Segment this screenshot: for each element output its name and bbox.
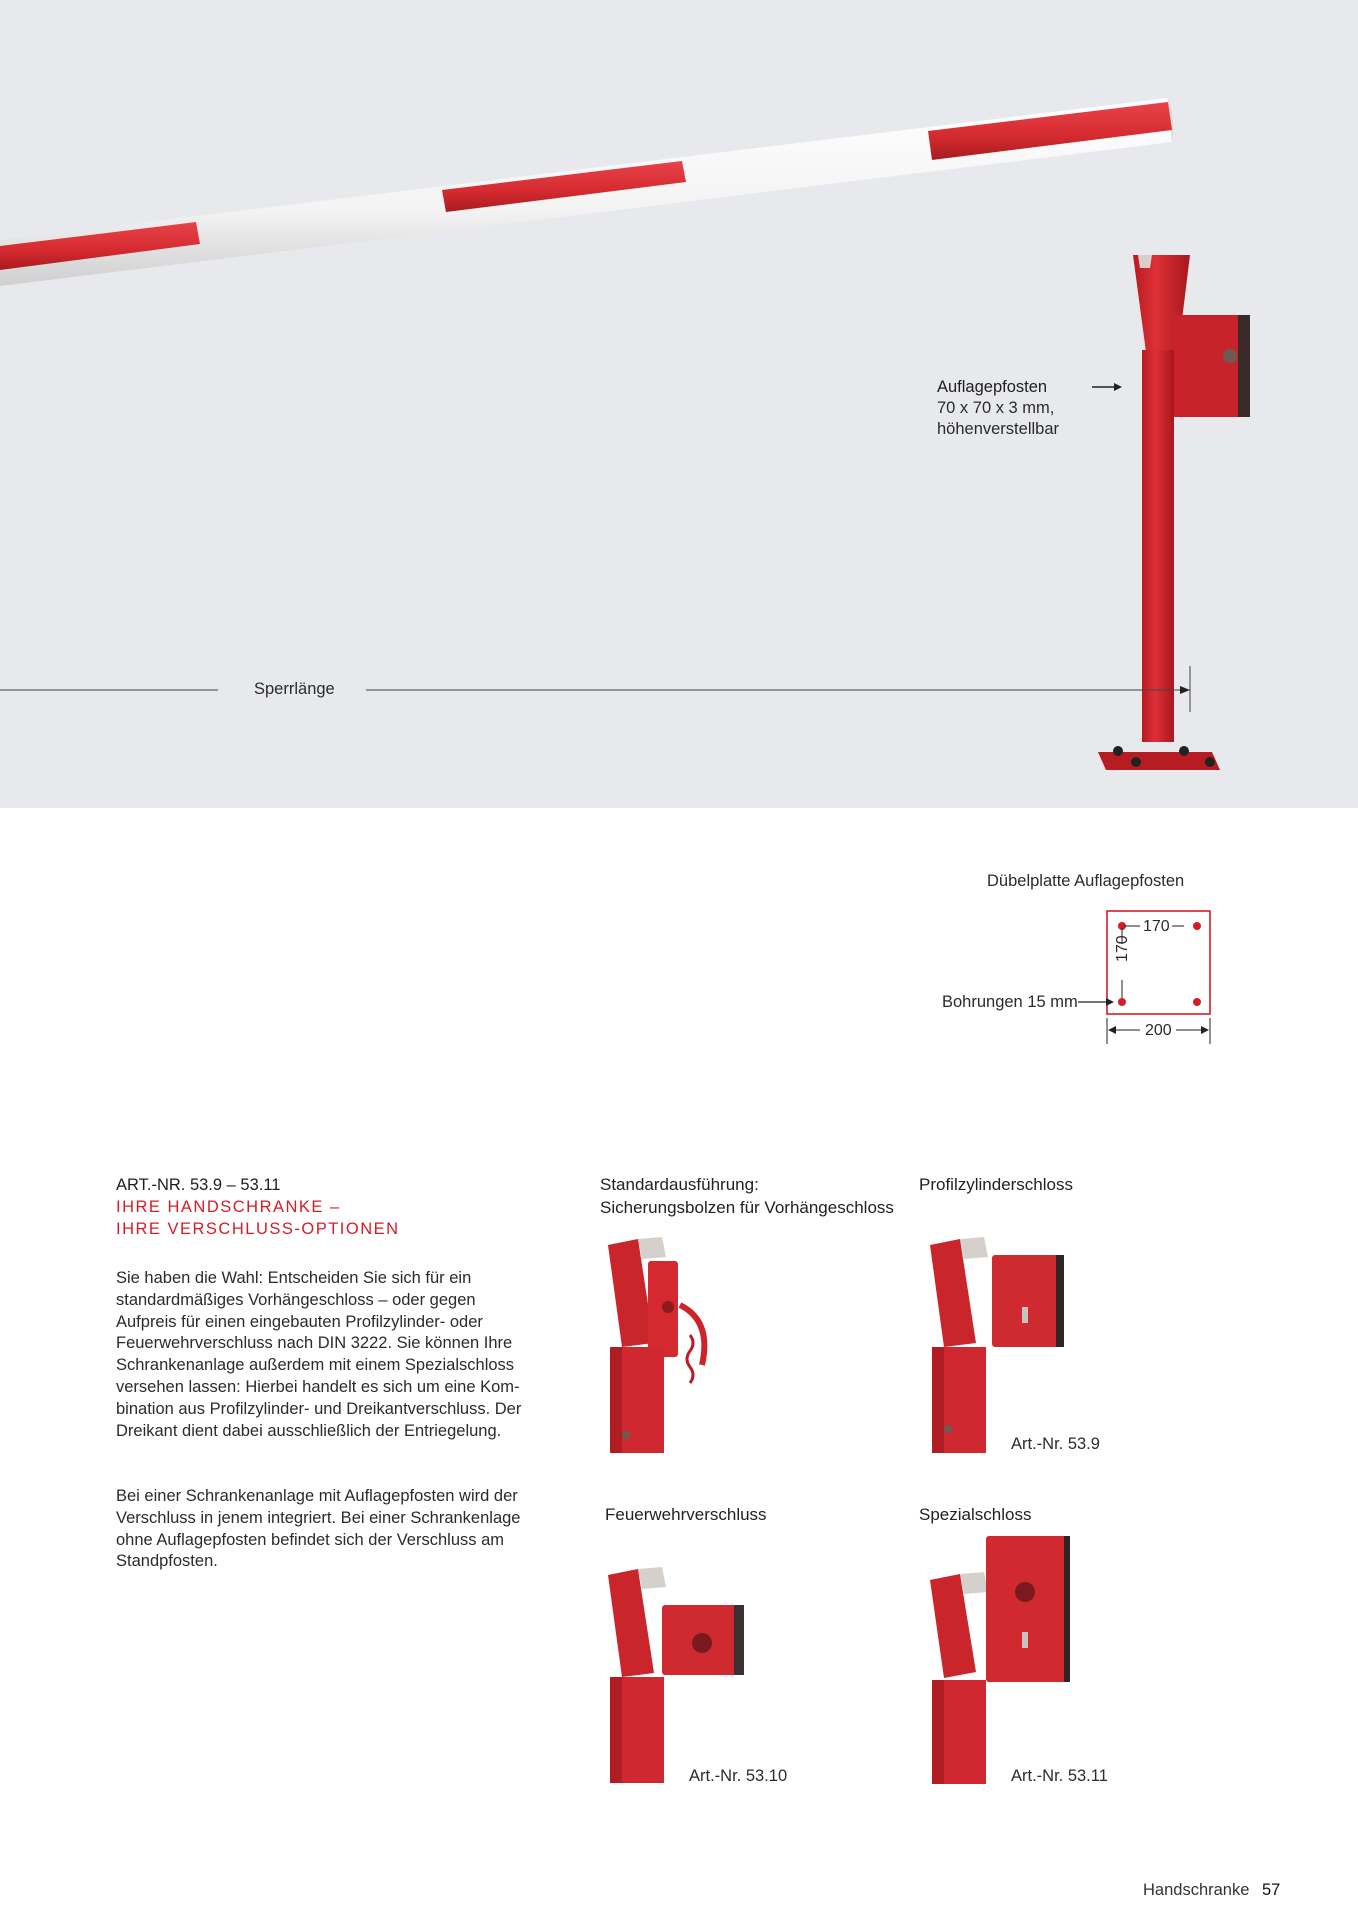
hero-image bbox=[0, 0, 1358, 808]
post-adjust: höhenverstellbar bbox=[937, 420, 1059, 438]
length-label: Sperrlänge bbox=[254, 680, 335, 698]
option-standard-title-2: Sicherungsbolzen für Vorhängeschloss bbox=[600, 1198, 894, 1217]
product-image-profile bbox=[926, 1225, 1086, 1455]
plate-dim-side: 170 bbox=[1114, 935, 1131, 962]
hole-bl bbox=[1118, 998, 1126, 1006]
art-number-special: Art.-Nr. 53.11 bbox=[1011, 1767, 1108, 1785]
product-image-firefighter bbox=[604, 1555, 764, 1785]
art-number-firefighter: Art.-Nr. 53.10 bbox=[689, 1767, 788, 1785]
paragraph-line: Dreikant dient dabei ausschließlich der Entriegelung. bbox=[116, 1421, 502, 1440]
hole-tr bbox=[1193, 922, 1201, 930]
article-paragraph-2 bbox=[116, 1486, 536, 1573]
option-special-title: Spezialschloss bbox=[919, 1505, 1032, 1524]
footer-section: Handschranke bbox=[1143, 1881, 1250, 1899]
page-number: 57 bbox=[1262, 1881, 1281, 1899]
option-standard-title-1: Standardausführung: bbox=[600, 1175, 759, 1194]
paragraph-line: Verschluss in jenem integriert. Bei einer Schrankenlage bbox=[116, 1508, 521, 1527]
article-paragraph-1 bbox=[116, 1268, 536, 1442]
plate-title: Dübelplatte Auflagepfosten bbox=[987, 872, 1185, 890]
plate-dim-bottom: 200 bbox=[1145, 1022, 1172, 1039]
paragraph-line: ohne Auflagepfosten befindet sich der Verschluss am bbox=[116, 1530, 504, 1549]
paragraph-line: Bei einer Schrankenanlage mit Auflagepfosten wird der bbox=[116, 1487, 518, 1505]
hole-br bbox=[1193, 998, 1201, 1006]
art-number-profile: Art.-Nr. 53.9 bbox=[1011, 1435, 1100, 1453]
paragraph-line: versehen lassen: Hierbei handelt es sich um eine Kom- bbox=[116, 1377, 520, 1396]
article-number: ART.-NR. 53.9 – 53.11 bbox=[116, 1176, 281, 1194]
paragraph-line: Sie haben die Wahl: Entscheiden Sie sich für ein bbox=[116, 1269, 472, 1287]
product-image-standard bbox=[604, 1225, 744, 1455]
paragraph-line: Standpfosten. bbox=[116, 1552, 218, 1571]
hole-tl bbox=[1118, 922, 1126, 930]
product-image-special bbox=[926, 1532, 1086, 1762]
paragraph-line: Schrankenanlage außerdem mit einem Spezialschloss bbox=[116, 1356, 515, 1375]
article-heading-1: IHRE HANDSCHRANKE – bbox=[116, 1198, 341, 1216]
holes-label: Bohrungen 15 mm bbox=[942, 993, 1078, 1011]
paragraph-line: standardmäßiges Vorhängeschloss – oder gegen bbox=[116, 1290, 476, 1309]
post-label: Auflagepfosten bbox=[937, 378, 1048, 396]
post-spec: 70 x 70 x 3 mm, bbox=[937, 399, 1055, 417]
paragraph-line: Aufpreis für einen eingebauten Profilzylinder- oder bbox=[116, 1312, 483, 1331]
paragraph-line: Feuerwehrverschluss nach DIN 3222. Sie können Ihre bbox=[116, 1334, 513, 1353]
plate-dim-top: 170 bbox=[1143, 918, 1170, 935]
option-profile-title: Profilzylinderschloss bbox=[919, 1175, 1073, 1194]
paragraph-line: bination aus Profilzylinder- und Dreikantverschluss. Der bbox=[116, 1399, 522, 1418]
barrier-arm-illustration bbox=[0, 0, 1358, 808]
article-heading-2: IHRE VERSCHLUSS-OPTIONEN bbox=[116, 1220, 400, 1238]
option-firefighter-title: Feuerwehrverschluss bbox=[605, 1505, 767, 1524]
